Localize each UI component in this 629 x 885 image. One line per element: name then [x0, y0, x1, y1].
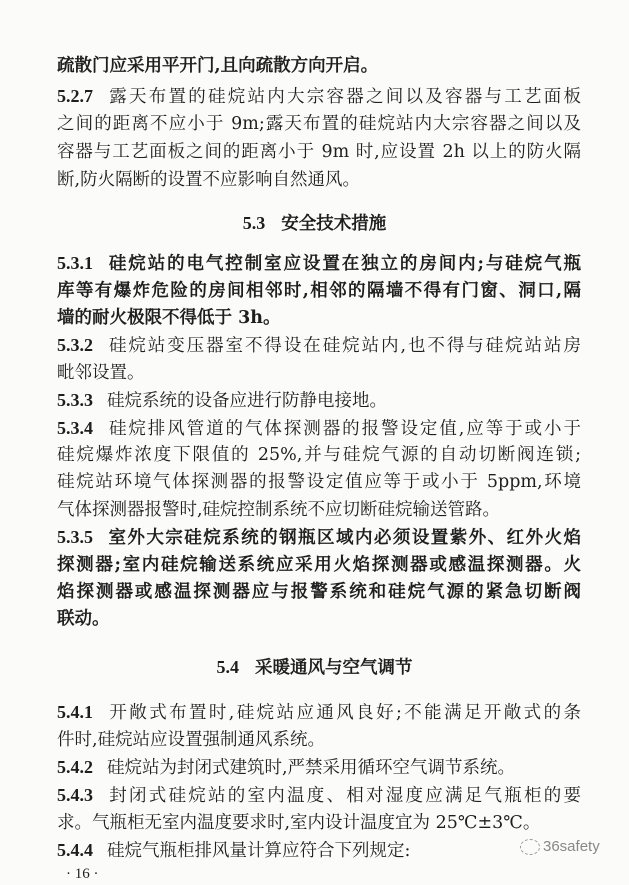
page-number: · 16 ·	[66, 866, 99, 882]
text-line: 气体探测器报警时,硅烷控制系统不应切断硅烷输送管路。	[57, 500, 501, 520]
clause-5-4-3: 5.4.3 封闭式硅烷站的室内温度、相对湿度应满足气瓶柜的要	[57, 785, 581, 806]
watermark	[520, 838, 600, 855]
text-line: 之间的距离不应小于 9m;露天布置的硅烷站内大宗容器之间以及	[57, 114, 581, 134]
text-line: 硅烷站环境气体探测器的报警设定值应等于或小于 5ppm,环境	[57, 472, 581, 492]
clause-5-4-1: 5.4.1 开敞式布置时,硅烷站应通风良好;不能满足开敞式的条	[57, 702, 581, 723]
text-line: 墙的耐火极限不得低于 3h。	[57, 308, 281, 328]
text-line: 探测器;室内硅烷输送系统应采用火焰探测器或感温探测器。火	[57, 555, 581, 575]
watermark-text: 36safety	[543, 838, 600, 855]
clause-5-3-4: 5.3.4 硅烷排风管道的气体探测器的报警设定值,应等于或小于	[57, 418, 581, 439]
clause-5-4-2: 5.4.2 硅烷站为封闭式建筑时,严禁采用循环空气调节系统。	[57, 757, 516, 778]
clause-5-3-1: 5.3.1 硅烷站的电气控制室应设置在独立的房间内;与硅烷气瓶	[57, 253, 581, 274]
text-line: 容器与工艺面板之间的距离小于 9m 时,应设置 2h 以上的防火隔	[57, 142, 581, 162]
clause-5-3-5: 5.3.5 室外大宗硅烷系统的钢瓶区域内必须设置紫外、红外火焰	[57, 527, 581, 548]
text-line: 焰探测器或感温探测器应与报警系统和硅烷气源的紧急切断阀	[57, 582, 581, 602]
text-line: 件时,硅烷站应设置强制通风系统。	[57, 730, 326, 750]
clause-5-2-7: 5.2.7 露天布置的硅烷站内大宗容器之间以及容器与工艺面板	[57, 86, 581, 107]
text-line: 库等有爆炸危险的房间相邻时,相邻的隔墙不得有门窗、洞口,隔	[57, 281, 581, 301]
text-line: 联动。	[57, 609, 110, 629]
wechat-icon	[520, 839, 540, 855]
text-line: 疏散门应采用平开门,且向疏散方向开启。	[57, 56, 379, 76]
clause-5-3-2: 5.3.2 硅烷站变压器室不得设在硅烷站内,也不得与硅烷站站房	[57, 335, 581, 356]
clause-5-3-3: 5.3.3 硅烷系统的设备应进行防静电接地。	[57, 390, 387, 411]
text-line: 毗邻设置。	[57, 363, 145, 383]
text-line: 求。气瓶柜无室内温度要求时,室内设计温度宜为 25℃±3℃。	[57, 813, 541, 833]
section-heading-5-4: 5.4 采暖通风与空气调节	[216, 657, 413, 678]
text-line: 硅烷爆炸浓度下限值的 25%,并与硅烷气源的自动切断阀连锁;	[57, 445, 581, 465]
clause-5-4-4: 5.4.4 硅烷气瓶柜排风量计算应符合下列规定:	[57, 840, 411, 861]
text-line: 断,防火隔断的设置不应影响自然通风。	[57, 170, 361, 190]
section-heading-5-3: 5.3 安全技术措施	[242, 213, 387, 234]
